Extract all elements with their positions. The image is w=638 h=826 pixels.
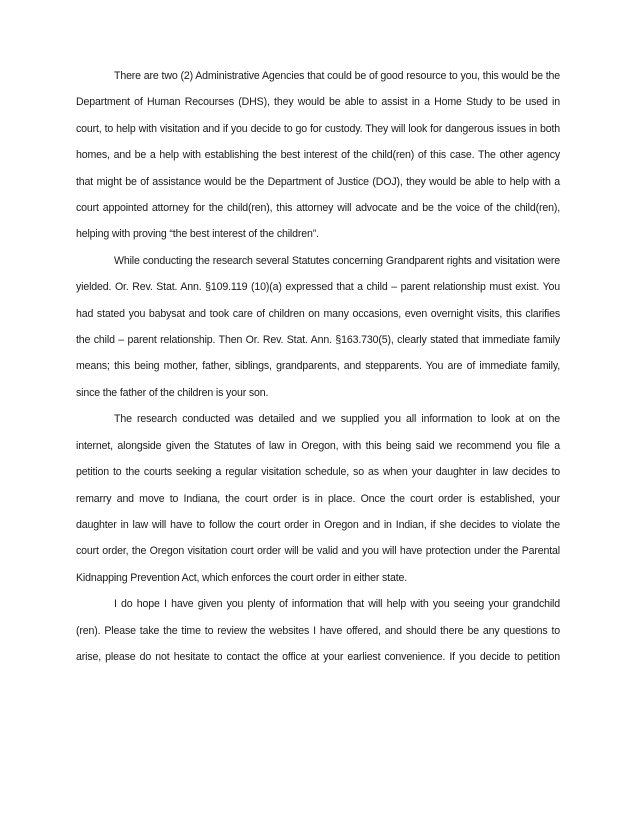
paragraph-closing: I do hope I have given you plenty of information that will help with you seeing your grandchild (ren). Please take the time to review the websites I have offered, and should there be any questions to arise, please do not hesitate to contact the office at your earliest convenience. If you decide to petition [76, 598, 560, 663]
paragraph-recommendation: The research conducted was detailed and we supplied you all information to look at on the internet, alongside given the Statutes of law in Oregon, with this being said we recommend you file a petition to the courts seeking a regular visitation schedule, so as when your daughter in law decides to remarry and move to Indiana, the court order is in place. Once the court order is established, your daughter in law will have to follow the court order in Oregon and in Indian, if she decides to violate the court order, the Oregon visitation court order will be valid and you will have protection under the Parental Kidnapping Prevention Act, which enforces the court order in either state. [76, 413, 560, 584]
document-body [76, 63, 560, 670]
paragraph-administrative-agencies: There are two (2) Administrative Agencies that could be of good resource to you, this would be the Department of Human Recourses (DHS), they would be able to assist in a Home Study to be used in court, to help with visitation and if you decide to go for custody. They will look for dangerous issues in both homes, and be a help with establishing the best interest of the child(ren) of this case. The other agency that might be of assistance would be the Department of Justice (DOJ), they would be able to help with a court appointed attorney for the child(ren), this attorney will advocate and be the voice of the child(ren), helping with proving “the best interest of the children”. [76, 70, 560, 241]
paragraph-statutes: While conducting the research several Statutes concerning Grandparent rights and visitation were yielded. Or. Rev. Stat. Ann. §109.119 (10)(a) expressed that a child – parent relationship must exist. You had stated you babysat and took care of children on many occasions, even overnight visits, this clarifies the child – parent relationship. Then Or. Rev. Stat. Ann. §163.730(5), clearly stated that immediate family means; this being mother, father, siblings, grandparents, and stepparents. You are of immediate family, since the father of the children is your son. [76, 254, 560, 399]
